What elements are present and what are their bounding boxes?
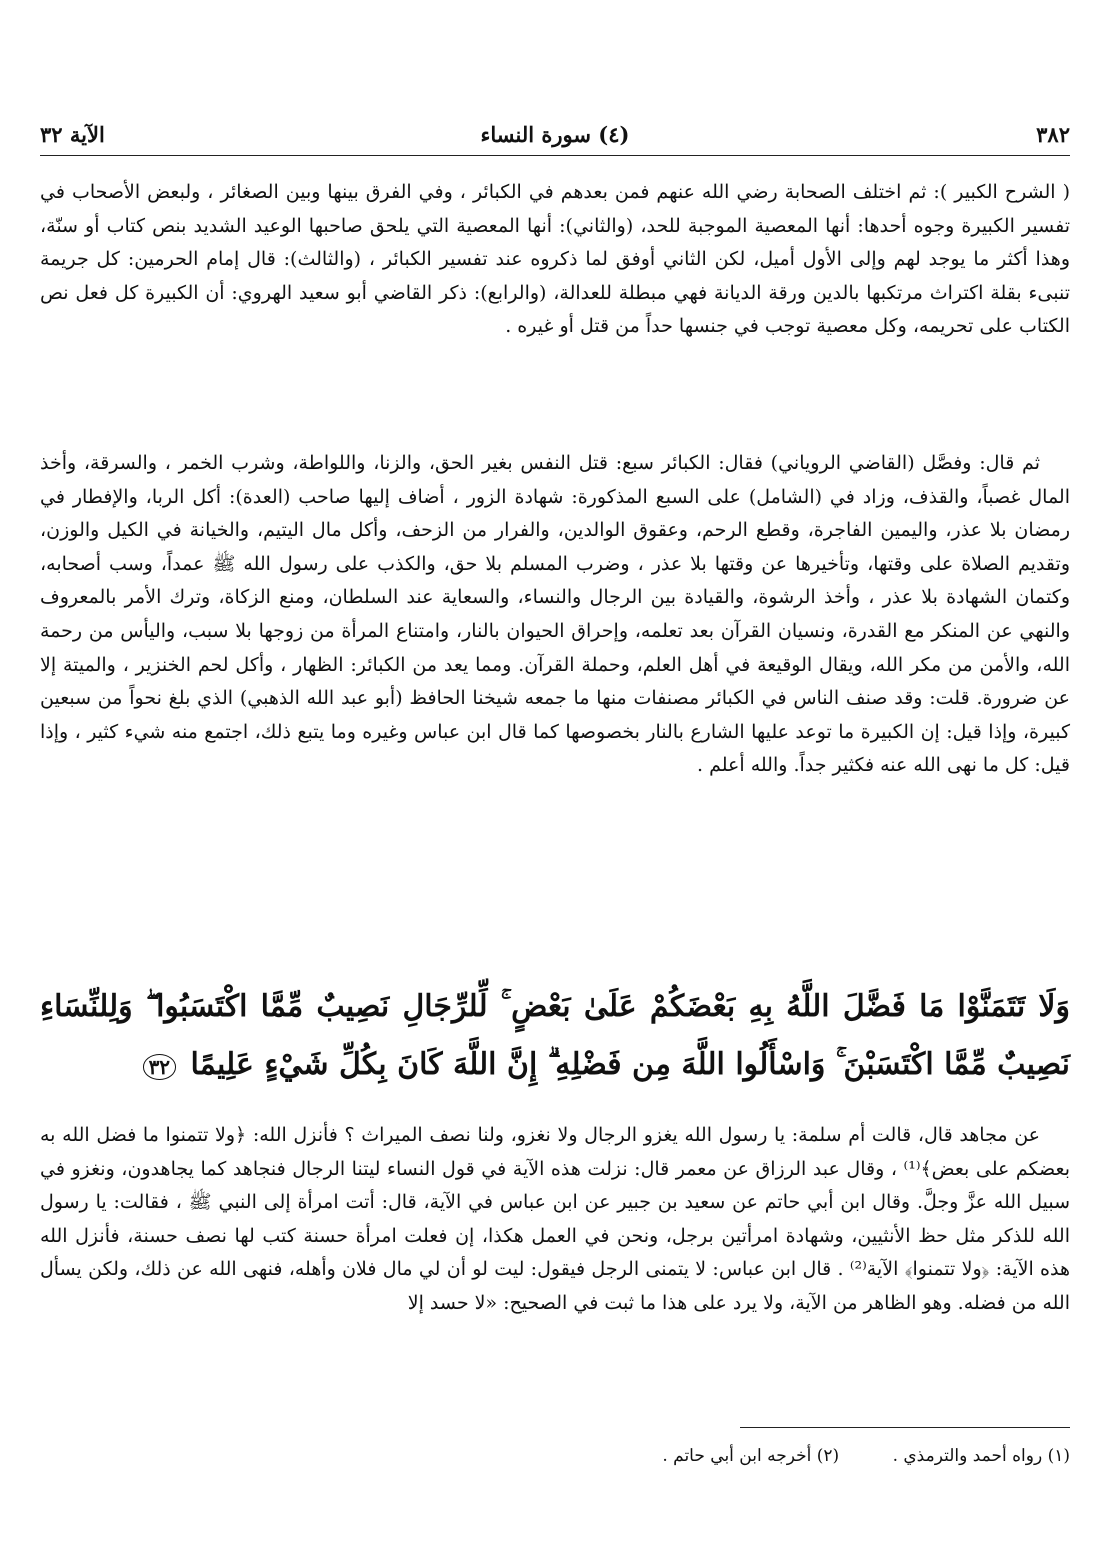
commentary-paragraph-2 bbox=[40, 447, 1070, 783]
verse-number-marker: ٣٢ bbox=[143, 1054, 176, 1080]
quran-verse bbox=[40, 978, 1070, 1096]
tafsir-paragraph bbox=[40, 1119, 1070, 1321]
tafsir-text: عن مجاهد قال، قالت أم سلمة: يا رسول الله يغزو الرجال ولا نغزو، ولنا نصف الميراث ؟ فأنزل الله: ﴿ولا تتمنوا ما فضل الله به بعضكم على بعض﴾⁽¹⁾ ، وقال عبد الرزاق عن معمر قال: نزلت هذه الآية في قول النساء ليتنا الرجال فنجاهد كما يجاهدون، ونغزو في سبيل الله عزَّ وجلَّ. وقال ابن أبي حاتم عن سعيد بن جبير عن ابن عباس في الآية، قال: أتت امرأة إلى النبي ﷺ ، فقالت: يا رسول الله للذكر مثل حظ الأنثيين، وشهادة امرأتين برجل، ونحن في العمل هكذا، إن فعلت امرأة حسنة كتب لها نصف حسنة، فأنزل الله هذه الآية: ﴿ولا تتمنوا﴾ الآية⁽²⁾ . قال ابن عباس: لا يتمنى الرجل فيقول: ليت لو أن لي مال فلان وأهله، فنهى الله عن ذلك، ولكن يسأل الله من فضله. وهو الظاهر من الآية، ولا يرد على هذا ما ثبت في الصحيح: «لا حسد إلا bbox=[40, 1124, 1070, 1314]
commentary-text-2: ثم قال: وفصَّل (القاضي الروياني) فقال: الكبائر سبع: قتل النفس بغير الحق، والزنا، واللواطة، وشرب الخمر ، والسرقة، وأخذ المال غصباً، والقذف، وزاد في (الشامل) على السبع المذكورة: شهادة الزور ، أضاف إليها صاحب (العدة): أكل الربا، والإفطار في رمضان بلا عذر، واليمين الفاجرة، وقطع الرحم، وعقوق الوالدين، والفرار من الزحف، وأكل مال اليتيم، والخيانة في الكيل والوزن، وتقديم الصلاة على وقتها، وتأخيرها عن وقتها بلا عذر ، وضرب المسلم بلا حق، والكذب على رسول الله ﷺ عمداً، وسب أصحابه، وكتمان الشهادة بلا عذر ، وأخذ الرشوة، والقيادة بين الرجال والنساء، والسعاية عند السلطان، ومنع الزكاة، وترك الأمر بالمعروف والنهي عن المنكر مع القدرة، ونسيان القرآن بعد تعلمه، وإحراق الحيوان بالنار، وامتناع المرأة من زوجها بلا سبب، واليأس من رحمة الله، والأمن من مكر الله، ويقال الوقيعة في أهل العلم، وحملة القرآن. ومما يعد من الكبائر: الظهار ، وأكل لحم الخنزير ، والميتة إلا عن ضرورة. قلت: وقد صنف الناس في الكبائر مصنفات منها ما جمعه شيخنا الحافظ (أبو عبد الله الذهبي) الذي بلغ نحواً من سبعين كبيرة، وإذا قيل: إن الكبيرة ما توعد عليها الشارع بالنار بخصوصها كما قال ابن عباس وغيره وما يتبع ذلك، اجتمع منه شيء كثير ، وإذا قيل: كل ما نهى الله عنه فكثير جداً. والله أعلم . bbox=[40, 452, 1070, 777]
commentary-text-1: ( الشرح الكبير ): ثم اختلف الصحابة رضي الله عنهم فمن بعدهم في الكبائر ، وفي الفرق بينها وبين الصغائر ، ولبعض الأصحاب في تفسير الكبيرة وجوه أحدها: أنها المعصية الموجبة للحد، (والثاني): أنها المعصية التي يلحق صاحبها الوعيد الشديد بنص كتاب أو سنّة، وهذا أكثر ما يوجد لهم وإلى الأول أميل، لكن الثاني أوفق لما ذكروه عند تفسير الكبائر ، (والثالث): قال إمام الحرمين: كل جريمة تنبىء بقلة اكتراث مرتكبها بالدين ورقة الديانة فهي مبطلة للعدالة، (والرابع): ذكر القاضي أبو سعيد الهروي: أن الكبيرة كل فعل نص الكتاب على تحريمه، وكل معصية توجب في جنسها حداً من قتل أو غيره . bbox=[40, 181, 1070, 338]
footnotes bbox=[40, 1442, 1070, 1470]
quran-verse-text: وَلَا تَتَمَنَّوْا مَا فَضَّلَ اللَّهُ بِهِ بَعْضَكُمْ عَلَىٰ بَعْضٍ ۚ لِّلرِّجَالِ نَصِيبٌ مِّمَّا اكْتَسَبُوا ۖ وَلِلنِّسَاءِ نَصِيبٌ مِّمَّا اكْتَسَبْنَ ۚ وَاسْأَلُوا اللَّهَ مِن فَضْلِهِ ۗ إِنَّ اللَّهَ كَانَ بِكُلِّ شَيْءٍ عَلِيمًا bbox=[40, 989, 1070, 1082]
header-rule bbox=[40, 155, 1070, 156]
surah-title: (٤) سورة النساء bbox=[480, 122, 630, 147]
footnote-1: (١) رواه أحمد والترمذي . bbox=[892, 1446, 1070, 1466]
page-header bbox=[40, 122, 1070, 156]
commentary-paragraph-1 bbox=[40, 176, 1070, 344]
page-number: ٣٨٢ bbox=[1036, 122, 1070, 147]
verse-label: الآية ٣٢ bbox=[40, 122, 105, 147]
footnote-rule bbox=[740, 1427, 1070, 1428]
footnote-2: (٢) أخرجه ابن أبي حاتم . bbox=[662, 1446, 840, 1466]
